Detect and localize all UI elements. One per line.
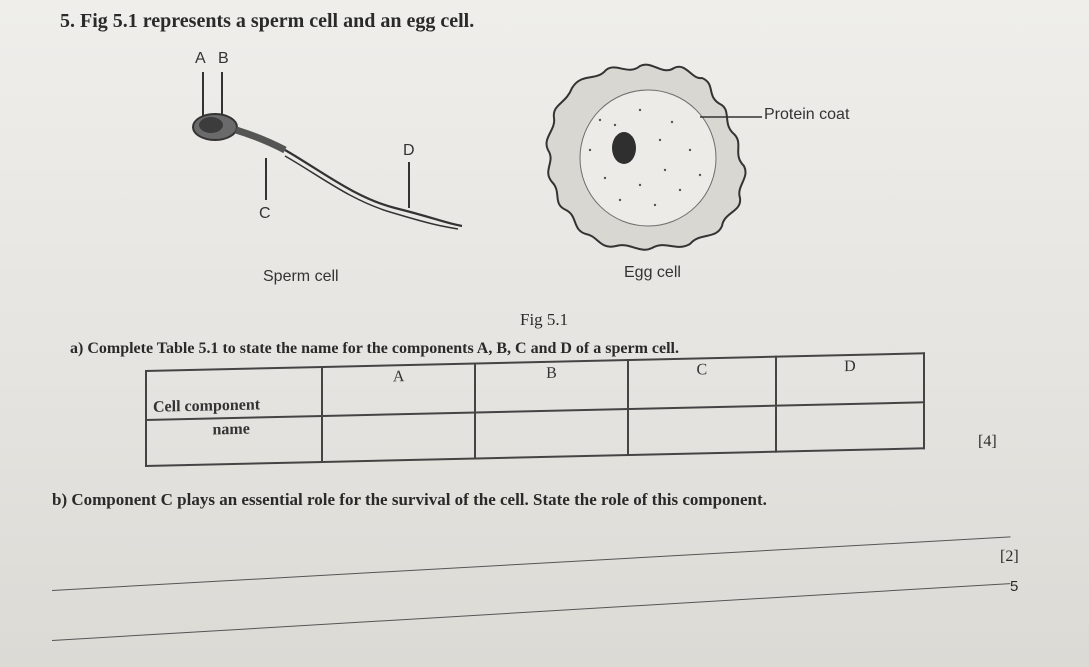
question-title: 5. Fig 5.1 represents a sperm cell and an egg cell.	[60, 10, 475, 32]
table-5-1	[145, 352, 925, 467]
label-d: D	[403, 142, 415, 159]
label-a: A	[195, 50, 206, 67]
figure-caption: Fig 5.1	[520, 310, 569, 329]
label-b: B	[218, 50, 229, 67]
column-header-a: A	[322, 364, 475, 416]
question-b-text: b) Component C plays an essential role for the survival of the cell. State the role of this component.	[52, 490, 767, 509]
sperm-cell-drawing	[193, 72, 462, 229]
answer-cell-a[interactable]	[322, 413, 475, 462]
question-a-text: a) Complete Table 5.1 to state the name for the components A, B, C and D of a sperm cell.	[70, 340, 679, 357]
marks-part-b: [2]	[1000, 548, 1019, 565]
egg-cell-drawing	[546, 65, 762, 250]
protein-coat-label: Protein coat	[764, 106, 850, 123]
sperm-cell-caption: Sperm cell	[263, 268, 339, 285]
label-c: C	[259, 205, 271, 222]
egg-cell-caption: Egg cell	[624, 264, 681, 281]
column-header-c: C	[628, 357, 776, 409]
column-header-d: D	[776, 353, 924, 405]
column-header-b: B	[475, 360, 628, 412]
row-header-cell-component: Cell component	[146, 367, 322, 420]
answer-cell-c[interactable]	[628, 406, 776, 455]
marks-part-a: [4]	[978, 433, 997, 450]
row-header-name: name	[146, 416, 322, 466]
answer-cell-b[interactable]	[475, 409, 628, 458]
answer-cell-d[interactable]	[776, 402, 924, 451]
page-number: 5	[1010, 578, 1019, 595]
